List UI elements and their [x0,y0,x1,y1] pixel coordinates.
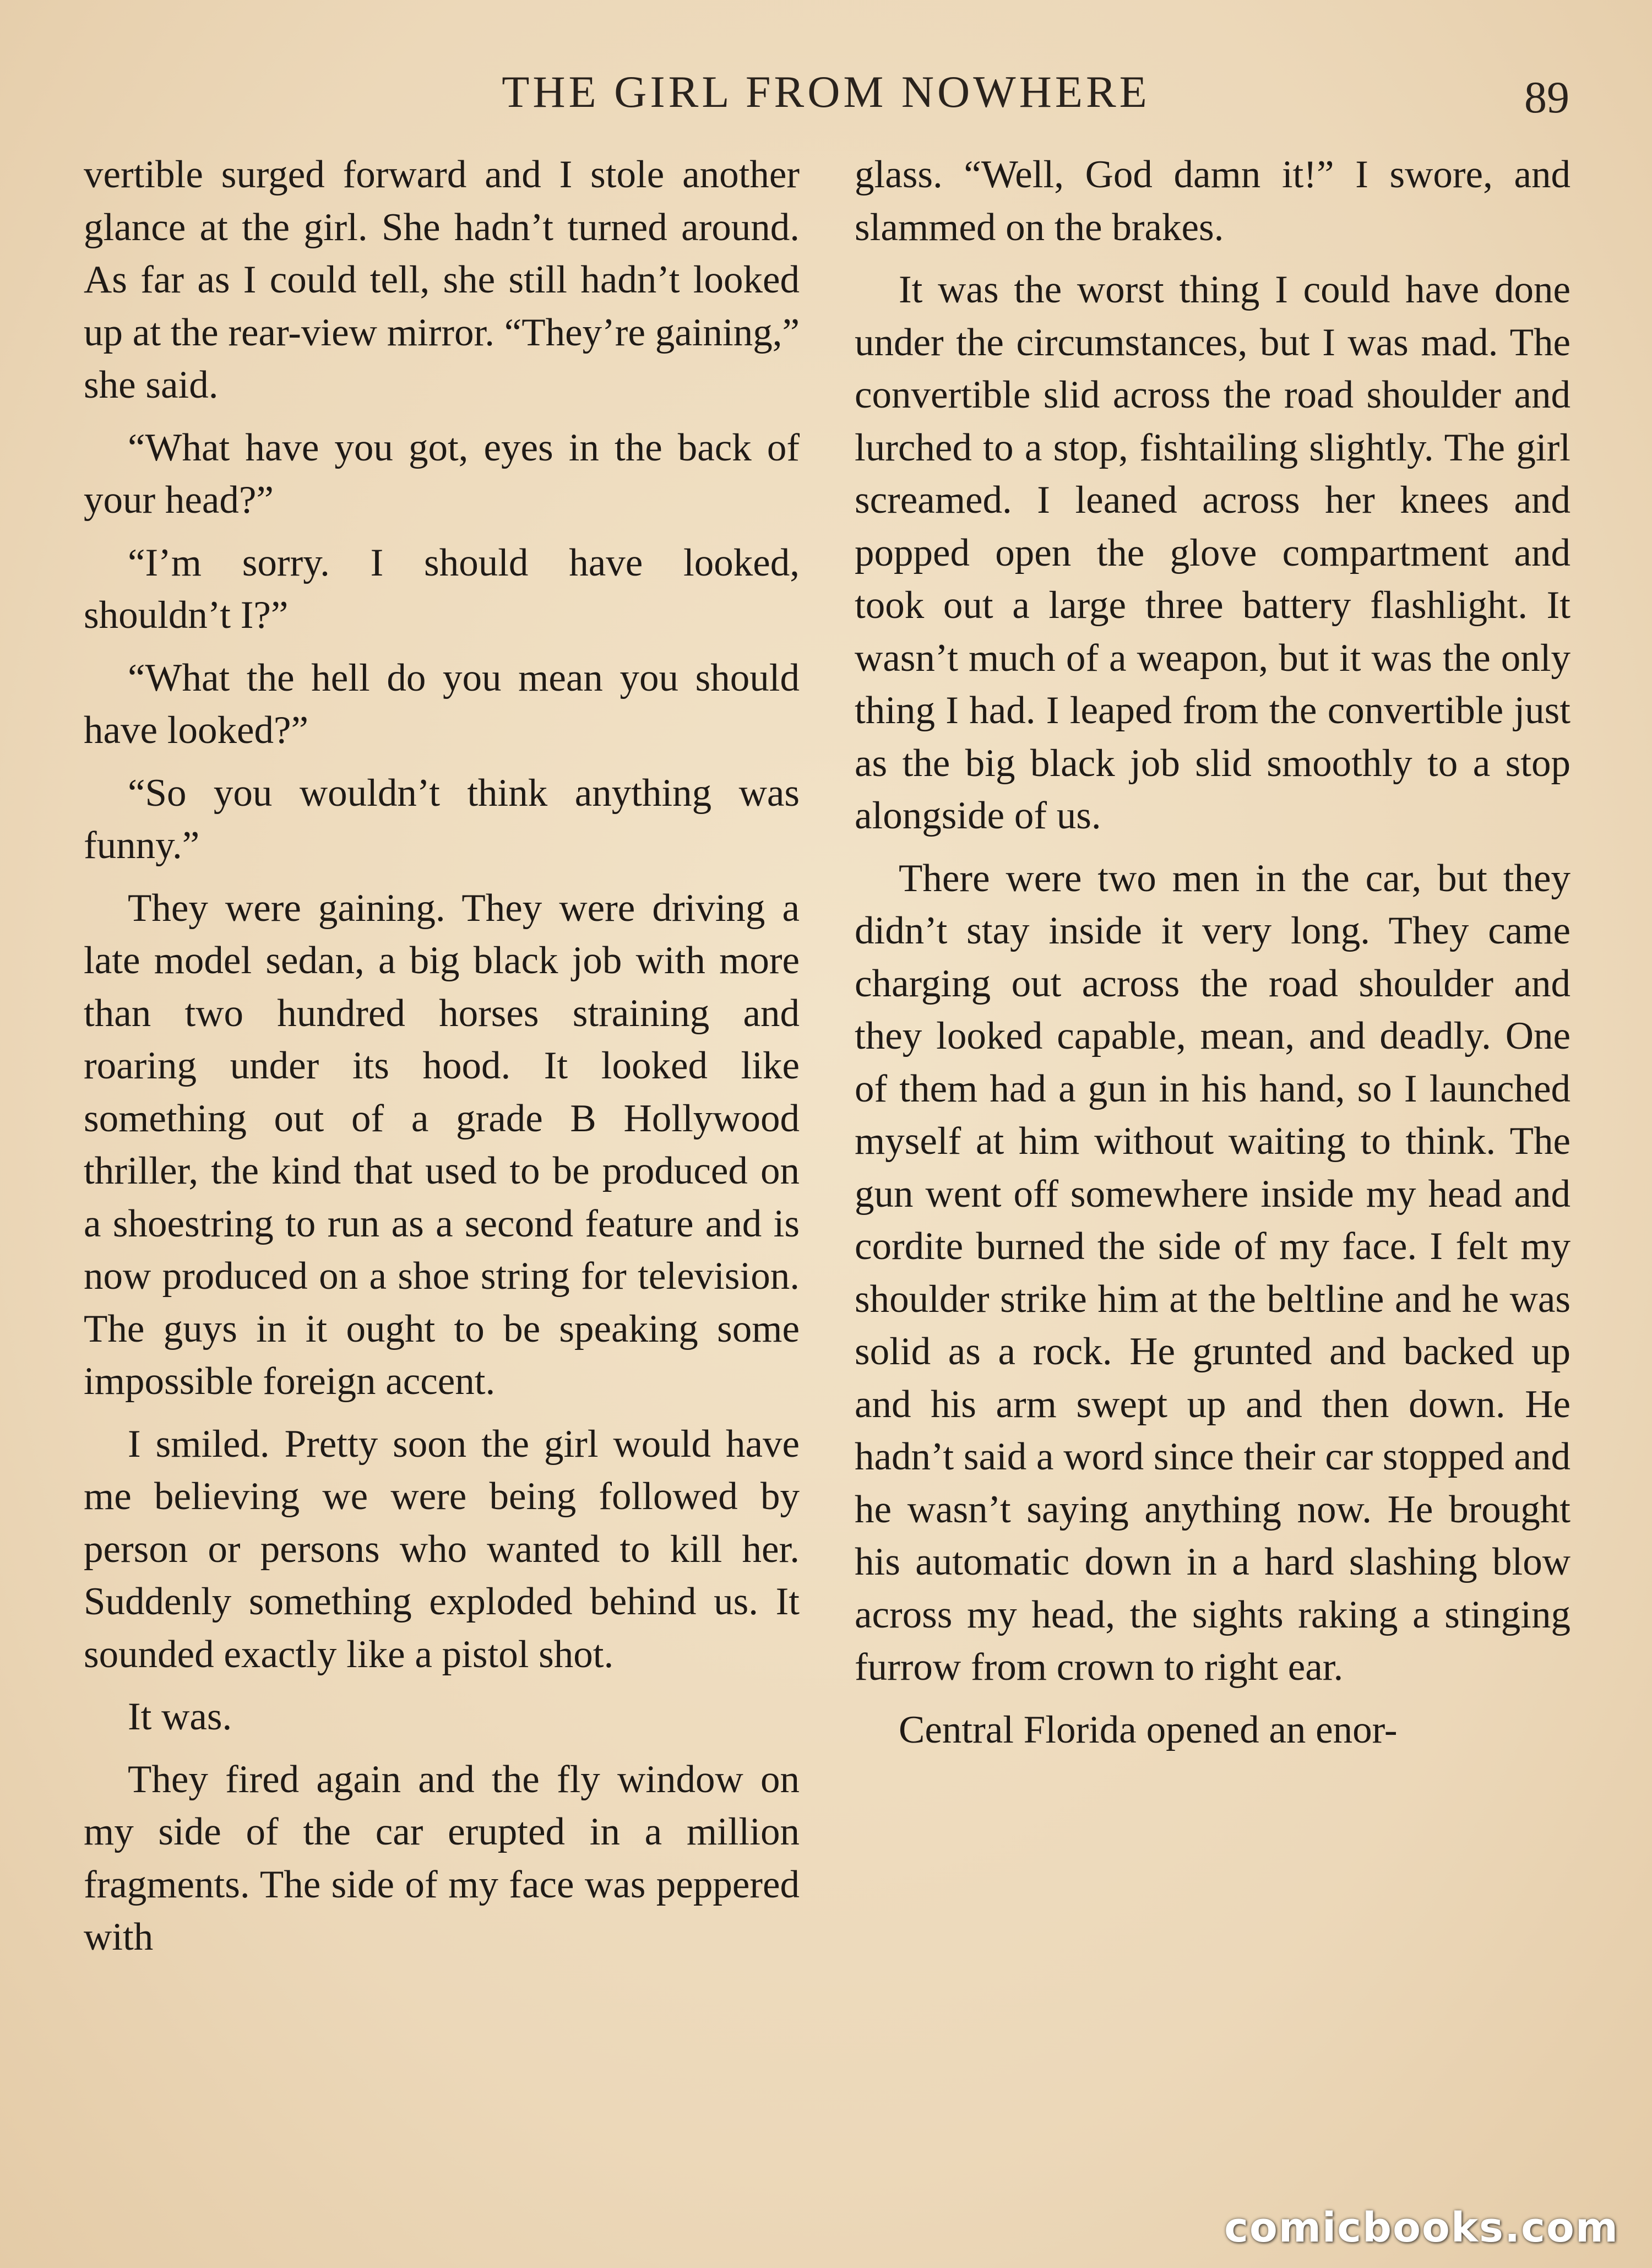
paragraph: They were gaining. They were driving a late model sedan, a big black job with more than two hundred horses straining and roaring under its hood. It looked like something out of a grade B Hollywood thriller, the kind that used to be produced on a shoestring to run as a second feature and is now produced on a shoe string for television. The guys in it ought to be speaking some impossible foreign accent. [84,886,800,1403]
running-head [0,66,1652,127]
left-column [84,149,800,1974]
paragraph: glass. “Well, God damn it!” I swore, and slammed on the brakes. [855,153,1571,249]
paragraph: Central Florida opened an enor- [899,1708,1398,1751]
paragraph: They fired again and the fly window on my side of the car erupted in a million fragments. The side of my face was peppered with [84,1757,800,1958]
paragraph: There were two men in the car, but they didn’t stay inside it very long. They came charging out across the road shoulder and they looked capable, mean, and deadly. One of them had a gun in his hand, so I launched myself at him without waiting to think. The gun went off somewhere inside my head and cordite burned the side of my face. I felt my shoulder strike him at the beltline and he was solid as a rock. He grunted and backed up and his arm swept up and then down. He hadn’t said a word since their car stopped and he wasn’t saying anything now. He brought his automatic down in a hard slashing blow across my head, the sights raking a stinging furrow from crown to right ear. [855,856,1571,1689]
right-column [855,149,1571,1766]
running-title: THE GIRL FROM NOWHERE [502,67,1150,117]
paragraph: “What have you got, eyes in the back of your head?” [84,426,800,522]
page-number: 89 [1524,72,1569,122]
paragraph: “I’m sorry. I should have looked, shouldn’t I?” [84,541,800,637]
paragraph: It was. [128,1695,232,1738]
paragraph: “What the hell do you mean you should have looked?” [84,656,800,752]
paragraph: vertible surged forward and I stole another glance at the girl. She hadn’t turned around. As far as I could tell, she still hadn’t looked up at the rear-view mirror. “They’re gaining,” she said. [84,153,800,406]
paragraph: I smiled. Pretty soon the girl would have me believing we were being followed by person or persons who wanted to kill her. Suddenly something exploded behind us. It sounded exactly like a pistol shot. [84,1422,800,1676]
watermark-logo: comicbooks.com [1224,2204,1619,2251]
paragraph: “So you wouldn’t think anything was funny.” [84,771,800,867]
paragraph: It was the worst thing I could have done under the circumstances, but I was mad. The convertible slid across the road shoulder and lurched to a stop, fishtailing slightly. The girl screamed. I leaned across her knees and popped open the glove compartment and took out a large three battery flashlight. It wasn’t much of a weapon, but it was the only thing I had. I leaped from the convertible just as the big black job slid smoothly to a stop alongside of us. [855,268,1571,837]
